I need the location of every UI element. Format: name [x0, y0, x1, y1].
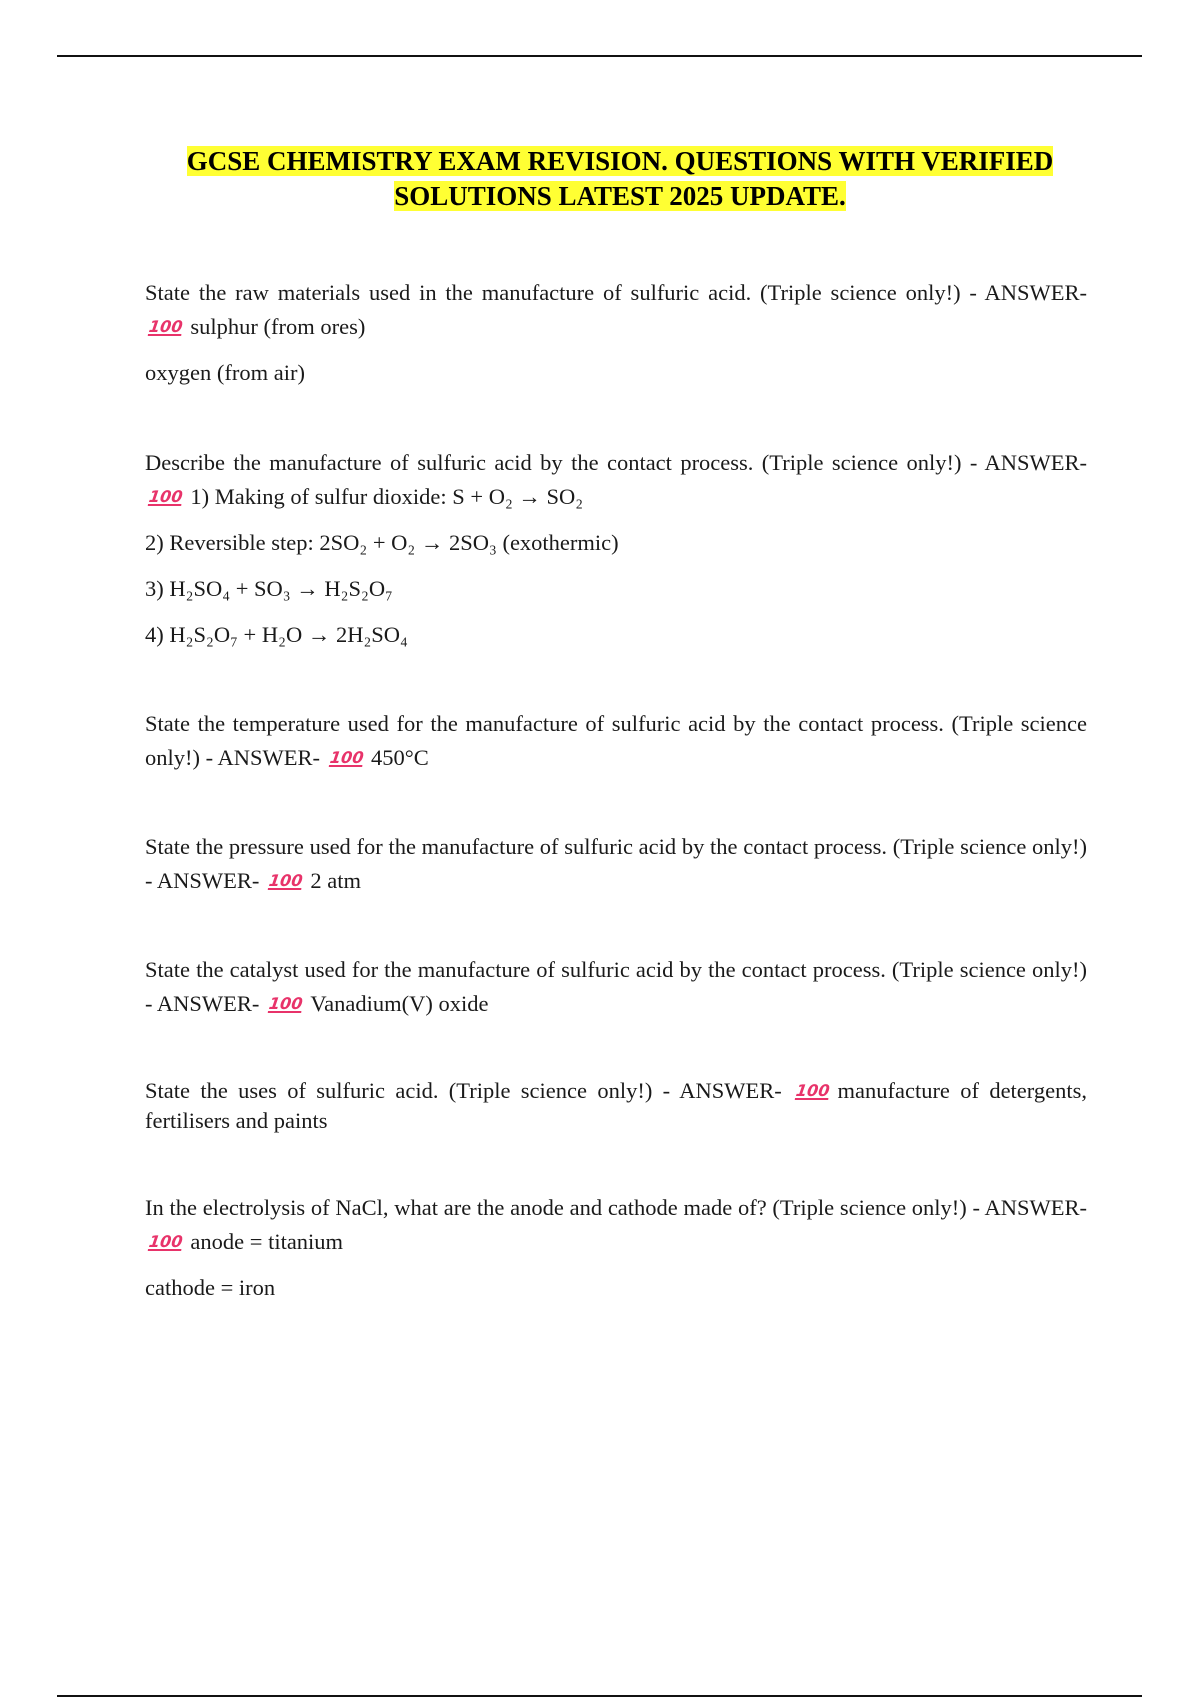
- answer-text: sulphur (from ores): [190, 314, 366, 339]
- question-text: State the catalyst used for the manufacture of sulfuric acid by the contact process. (Triple science only!) - ANSWER- 100 Vanadium(V) oxide: [145, 957, 1087, 1016]
- answer-text: 2 atm: [310, 868, 362, 893]
- document-title: [140, 144, 1100, 214]
- answer-text: 1) Making of sulfur dioxide: S + O₂ → SO₂: [190, 484, 584, 509]
- hundred-points-icon: 100: [267, 994, 304, 1013]
- hundred-points-icon: 100: [147, 317, 184, 336]
- qa-list: [145, 276, 1087, 1305]
- qa-item: [145, 1076, 1087, 1136]
- qa-item: [145, 276, 1087, 390]
- title-highlight: GCSE CHEMISTRY EXAM REVISION. QUESTIONS WITH VERIFIED SOLUTIONS LATEST 2025 UPDATE.: [186, 146, 1054, 211]
- answer-line: 4) H₂S₂O₇ + H₂O → 2H₂SO₄: [145, 622, 408, 647]
- question-text: In the electrolysis of NaCl, what are the anode and cathode made of? (Triple science only!) - ANSWER- 100 anode = titanium: [145, 1195, 1087, 1254]
- hundred-points-icon: 100: [794, 1081, 831, 1100]
- qa-item: [145, 446, 1087, 652]
- question-text: State the pressure used for the manufacture of sulfuric acid by the contact process. (Triple science only!) - ANSWER- 100 2 atm: [145, 834, 1087, 893]
- qa-item: [145, 1191, 1087, 1305]
- answer-text: anode = titanium: [190, 1229, 344, 1254]
- hundred-points-icon: 100: [147, 1232, 184, 1251]
- question-text: State the temperature used for the manufacture of sulfuric acid by the contact process. (Triple science only!) - ANSWER- 100 450°C: [145, 711, 1087, 770]
- hundred-points-icon: 100: [147, 487, 184, 506]
- answer-text: 450°C: [371, 745, 429, 770]
- answer-text: Vanadium(V) oxide: [310, 991, 489, 1016]
- answer-line: cathode = iron: [145, 1275, 276, 1300]
- answer-line: 3) H₂SO₄ + SO₃ → H₂S₂O₇: [145, 576, 393, 601]
- answer-line: oxygen (from air): [145, 360, 305, 385]
- top-rule: [57, 55, 1142, 57]
- answer-text: manufacture of detergents, fertilisers and paints: [145, 1078, 1088, 1133]
- answer-line: 2) Reversible step: 2SO₂ + O₂ → 2SO₃ (exothermic): [145, 530, 619, 555]
- hundred-points-icon: 100: [328, 748, 365, 767]
- question-text: Describe the manufacture of sulfuric acid by the contact process. (Triple science only!) - ANSWER- 100 1) Making of sulfur dioxide: S + O₂ → SO₂: [145, 450, 1087, 509]
- hundred-points-icon: 100: [267, 871, 304, 890]
- qa-item: [145, 830, 1087, 898]
- question-text: State the uses of sulfuric acid. (Triple science only!) - ANSWER- 100 manufacture of detergents, fertilisers and paints: [145, 1078, 1088, 1133]
- qa-item: [145, 953, 1087, 1021]
- bottom-rule: [57, 1695, 1142, 1697]
- qa-item: [145, 707, 1087, 775]
- question-text: State the raw materials used in the manufacture of sulfuric acid. (Triple science only!) - ANSWER- 100 sulphur (from ores): [145, 280, 1087, 339]
